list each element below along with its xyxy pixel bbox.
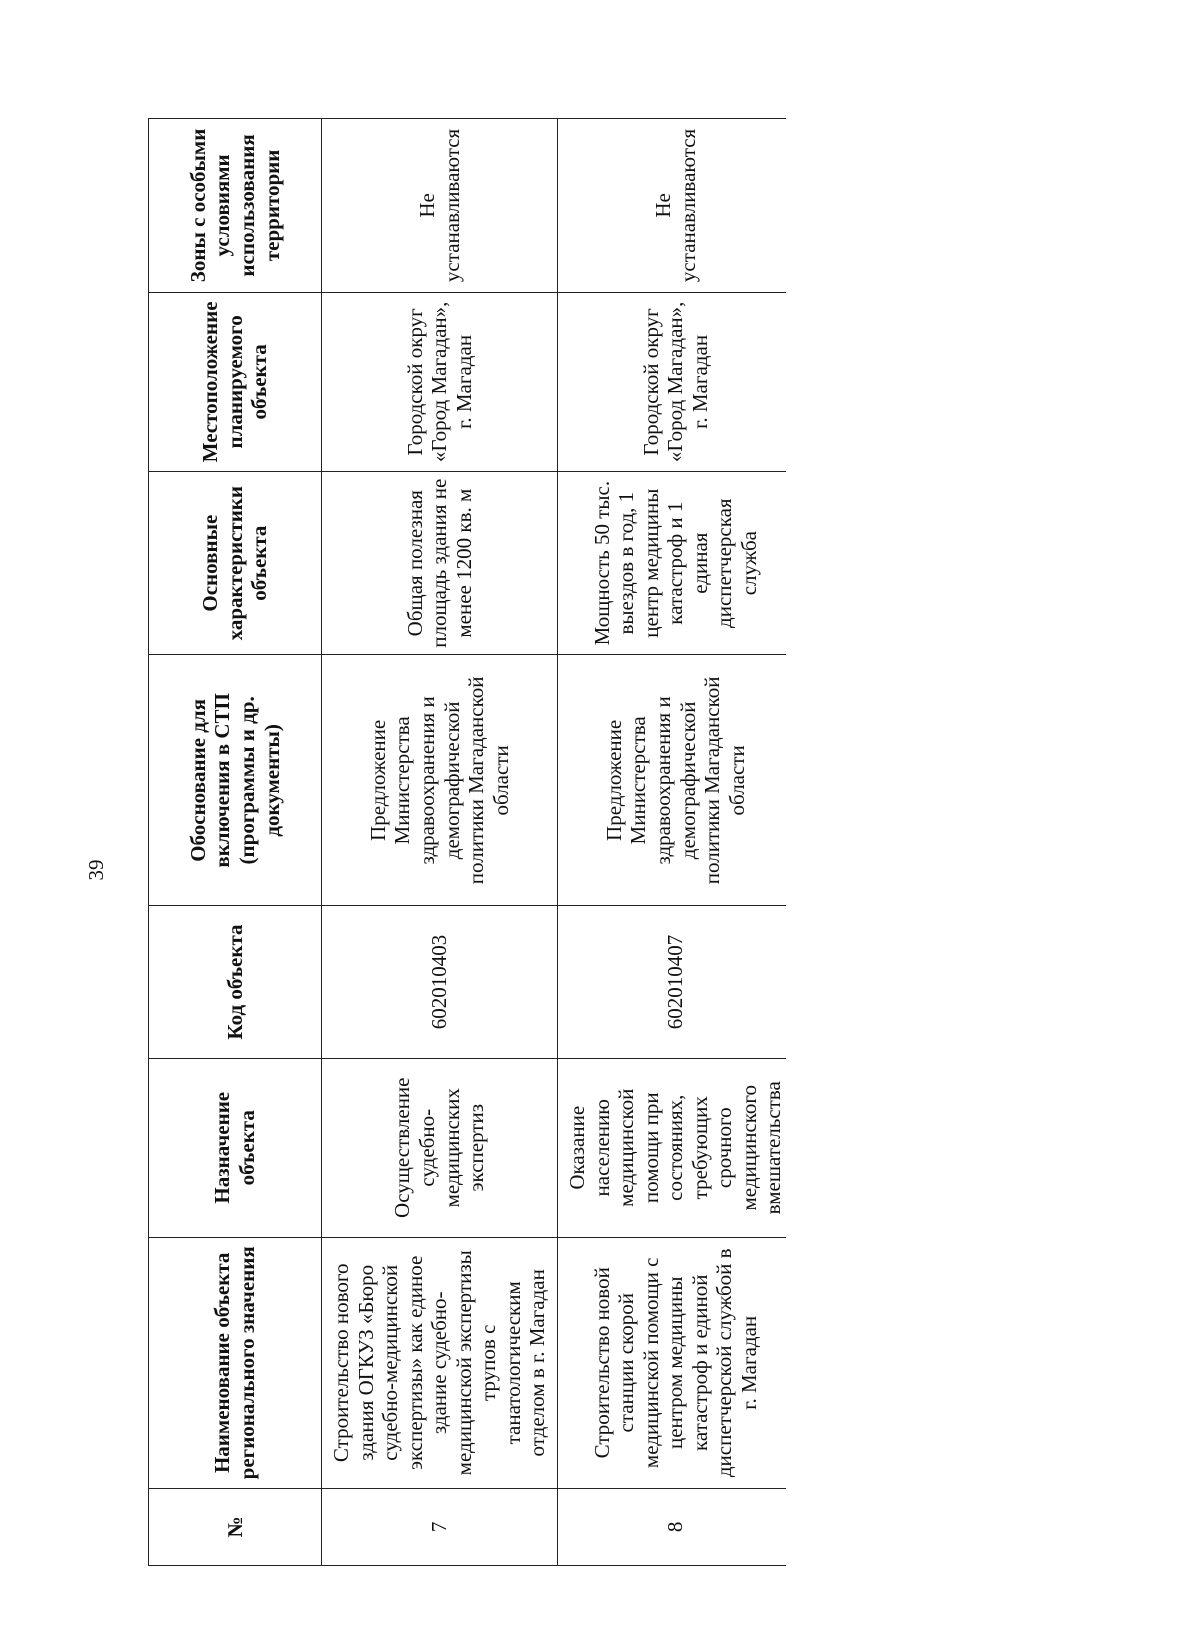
header-location: Местоположение планируемого объекта — [149, 292, 322, 471]
row-code: 602010407 — [558, 906, 787, 1058]
row-location: Городской округ «Город Магадан», г. Магадан — [322, 292, 558, 471]
row-characteristics: Мощность 50 тыс. выездов в год, 1 центр медицины катастроф и 1 единая диспетчерская служба — [558, 471, 787, 654]
page-number: 39 — [84, 859, 108, 881]
header-characteristics: Основные характеристики объекта — [149, 471, 322, 654]
header-purpose: Назначение объекта — [149, 1058, 322, 1237]
row-basis: Предложение Министерства здравоохранения и демографической политики Магаданской области — [558, 655, 787, 906]
row-purpose: Осуществление судебно-медицинских экспертиз — [322, 1058, 558, 1237]
table-row — [322, 119, 558, 1566]
header-name: Наименование объекта регионального значения — [149, 1237, 322, 1488]
header-zones: Зоны с особыми условиями использования территории — [149, 119, 322, 293]
row-code: 602010403 — [322, 906, 558, 1058]
row-location: Городской округ «Город Магадан», г. Магадан — [558, 292, 787, 471]
header-num: № — [149, 1488, 322, 1565]
table-header-row — [149, 119, 322, 1566]
regional-objects-table — [148, 118, 786, 1566]
row-zones: Не устанавливаются — [558, 119, 787, 293]
header-basis: Обоснование для включения в СТП (программы и др. документы) — [149, 655, 322, 906]
row-purpose: Оказание населению медицинской помощи при состояниях, требующих срочного медицинского вмешательства — [558, 1058, 787, 1237]
rotated-table-frame — [148, 118, 786, 1566]
row-characteristics: Общая полезная площадь здания не менее 1200 кв. м — [322, 471, 558, 654]
header-code: Код объекта — [149, 906, 322, 1058]
row-num: 8 — [558, 1488, 787, 1565]
table-row — [558, 119, 787, 1566]
row-zones: Не устанавливаются — [322, 119, 558, 293]
row-name: Строительство нового здания ОГКУЗ «Бюро судебно-медицинской экспертизы» как единое здание судебно-медицинской экспертизы трупов с танатологическим отделом в г. Магадан — [322, 1237, 558, 1488]
row-basis: Предложение Министерства здравоохранения и демографической политики Магаданской области — [322, 655, 558, 906]
row-num: 7 — [322, 1488, 558, 1565]
row-name: Строительство новой станции скорой медицинской помощи с центром медицины катастроф и единой диспетчерской службой в г. Магадан — [558, 1237, 787, 1488]
